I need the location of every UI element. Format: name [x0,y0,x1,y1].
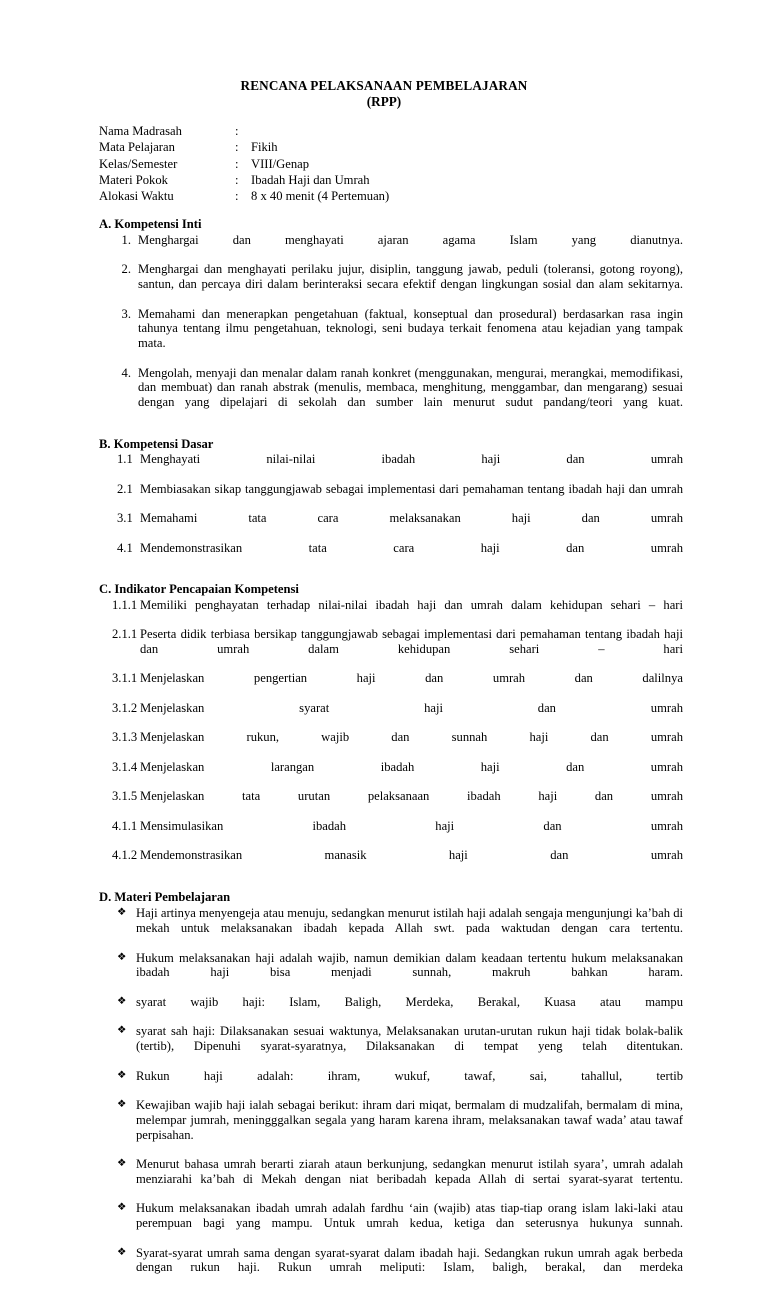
list-marker: 1.1.1 [112,597,138,612]
list-text: Memahami dan menerapkan pengetahuan (faktual, konseptual dan prosedural) berdasarkan rasa ingin tahunya tentang ilmu pengetahuan, teknologi, seni budaya terkait fenomena atau kejadian yang tampak mata. [138,306,683,351]
list-item [99,366,683,425]
list-item [99,760,683,790]
list-marker: 3.1.5 [112,789,138,804]
list-text: Kewajiban wajib haji ialah sebagai berikut: ihram dari miqat, bermalam di mudzalifah, bermalam di mina, melempar jumrah, meningggalkan segala yang haram karena ihram, melaksanakan tawaf wada’ atau tawaf perpisahan. [136,1098,683,1142]
section-heading: A. Kompetensi Inti [99,217,202,232]
list-text: Menghargai dan menghayati perilaku jujur, disiplin, tanggung jawab, peduli (toleransi, gotong royong), santun, dan percaya diri dalam berinteraksi secara efektif dengan lingkungan sosial dan alam sekitarnya. [138,262,683,292]
list-marker: 3.1.3 [112,730,138,745]
list-text: Mendemonstrasikan manasik haji dan umrah [140,848,683,863]
list-item [99,1098,683,1157]
section-heading: B. Kompetensi Dasar [99,436,214,451]
list-marker: 3. [121,306,131,321]
meta-label: Mata Pelajaran [99,140,175,155]
meta-separator: : [235,140,239,155]
list-marker: 1. [121,232,131,247]
list-item [99,848,683,878]
list-item [99,541,683,571]
section-kompetensi-inti [99,216,683,424]
list-item [99,701,683,731]
list-marker: 4.1.2 [112,848,138,863]
list-item [99,1024,683,1068]
table-row [99,123,389,139]
list-marker: 1.1 [117,452,133,467]
section-body [99,452,683,570]
list-item [99,262,683,306]
meta-separator: : [235,172,239,187]
list-text: Syarat-syarat umrah sama dengan syarat-syarat dalam ibadah haji. Sedangkan rukun umrah agak berbeda dengan rukun haji. Rukun umrah meliputi: Islam, baligh, berakal, dan merdeka [136,1245,683,1275]
list-item [99,1069,683,1099]
lesson-metadata-table [99,123,389,204]
list-text: Menjelaskan larangan ibadah haji dan umrah [140,759,683,774]
list-item [99,1246,683,1290]
meta-label: Kelas/Semester [99,156,178,171]
list-text: Mensimulasikan ibadah haji dan umrah [140,818,683,833]
diamond-bullet-icon: ❖ [117,995,127,1007]
list-text: Menjelaskan tata urutan pelaksanaan ibadah haji dan umrah [140,789,683,804]
list-item [99,233,683,263]
meta-value: Fikih [251,140,278,155]
list-text: Peserta didik terbiasa bersikap tanggungjawab sebagai implementasi dari pemahaman tentang ibadah haji dan umrah dalam kehidupan sehari – hari [140,627,683,656]
meta-label: Nama Madrasah [99,124,182,138]
list-text: Membiasakan sikap tanggungjawab sebagai implementasi dari pemahaman tentang ibadah haji dan umrah [140,481,683,496]
list-marker: 3.1.4 [112,759,138,774]
list-item [99,906,683,950]
list-item [99,627,683,671]
diamond-bullet-icon: ❖ [117,1158,127,1170]
table-row [99,139,389,155]
list-marker: 3.1.1 [112,671,138,686]
list-marker: 3.1 [117,511,133,526]
list-item [99,307,683,366]
diamond-bullet-icon: ❖ [117,1246,127,1258]
list-text: Hukum melaksanakan haji adalah wajib, namun demikian dalam keadaan tertentu hukum melaksanakan ibadah haji bisa menjadi sunnah, makruh bahkan haram. [136,950,683,980]
list-item [99,1201,683,1245]
list-text: Menjelaskan syarat haji dan umrah [140,700,683,715]
diamond-bullet-icon: ❖ [117,1025,127,1037]
document-subtitle: (RPP) [366,93,402,109]
table-row [99,172,389,188]
list-text: Memiliki penghayatan terhadap nilai-nilai ibadah haji dan umrah dalam kehidupan sehari – hari [140,597,683,612]
lesson-metadata-body [99,123,389,204]
list-text: syarat sah haji: Dilaksanakan sesuai waktunya, Melaksanakan urutan-urutan rukun haji tidak bolak-balik (tertib), Dipenuhi syarat-syaratnya, Dilaksanakan di tempat yeng telah ditentukan. [136,1024,683,1054]
meta-separator: : [235,156,239,171]
list-text: Hukum melaksanakan ibadah umrah adalah fardhu ‘ain (wajib) atas tiap-tiap orang islam laki-laki atau perempuan bagi yang mampu. Untuk umrah kedua, ketiga dan seterusnya hukunya sunnah. [136,1201,683,1231]
meta-label: Materi Pokok [99,172,168,187]
list-text: Memahami tata cara melaksanakan haji dan umrah [140,511,683,526]
list-text: Menghayati nilai-nilai ibadah haji dan umrah [140,452,683,467]
meta-value: 8 x 40 menit (4 Pertemuan) [251,189,390,204]
section-heading: C. Indikator Pencapaian Kompetensi [99,582,299,597]
list-item [99,511,683,541]
list-text: syarat wajib haji: Islam, Baligh, Merdeka, Berakal, Kuasa atau mampu [136,994,683,1009]
list-marker: 4. [121,365,131,380]
section-body [99,906,683,1290]
list-marker: 2.1 [117,481,133,496]
section-heading: D. Materi Pembelajaran [99,889,231,904]
section-body [99,233,683,425]
list-item [99,1157,683,1201]
section-kompetensi-dasar [99,436,683,571]
section-indikator-pencapaian [99,581,683,878]
list-marker: 2. [121,262,131,277]
list-marker: 4.1.1 [112,818,138,833]
diamond-bullet-icon: ❖ [117,1069,127,1081]
list-text: Menjelaskan pengertian haji dan umrah dan dalilnya [140,671,683,686]
diamond-bullet-icon: ❖ [117,951,127,963]
meta-value: Ibadah Haji dan Umrah [251,172,370,187]
document-title: RENCANA PELAKSANAAN PEMBELAJARAN [240,78,528,93]
list-item [99,598,683,628]
diamond-bullet-icon: ❖ [117,907,127,919]
list-text: Mengolah, menyaji dan menalar dalam ranah konkret (menggunakan, mengurai, merangkai, memodifikasi, dan membuat) dan ranah abstrak (menulis, membaca, menghitung, menggambar, dan mengarang) sesuai dengan yang dipelajari di sekolah dan sumber lain menurut sudut pandang/teori yang kuat. [138,365,683,410]
list-item [99,452,683,482]
meta-label: Alokasi Waktu [99,189,174,204]
meta-value: VIII/Genap [251,156,310,171]
meta-separator: : [235,189,239,204]
table-row [99,188,389,204]
list-marker: 3.1.2 [112,700,138,715]
list-text: Haji artinya menyengeja atau menuju, sedangkan menurut istilah haji adalah sengaja mengunjungi ka’bah di mekah untuk melaksanakan ibadah kepada Allah swt. pada waktudan dengan cara tertentu. [136,906,683,936]
list-text: Menurut bahasa umrah berarti ziarah ataun berkunjung, sedangkan menurut istilah syara’, umrah adalah menziarahi ka’bah di Mekah dengan niat beribadah kepada Allah di sertai syarat-syarat tertentu. [136,1157,683,1186]
list-item [99,951,683,995]
table-row [99,156,389,172]
section-body [99,598,683,878]
list-item [99,671,683,701]
list-text: Rukun haji adalah: ihram, wukuf, tawaf, sai, tahallul, tertib [136,1068,683,1083]
list-item [99,819,683,849]
meta-separator: : [235,124,239,138]
list-item [99,995,683,1025]
list-text: Menghargai dan menghayati ajaran agama Islam yang dianutnya. [138,232,683,247]
meta-value [251,123,389,139]
list-text: Menjelaskan rukun, wajib dan sunnah haji dan umrah [140,730,683,745]
list-marker: 4.1 [117,540,133,555]
list-marker: 2.1.1 [112,627,138,642]
list-text: Mendemonstrasikan tata cara haji dan umrah [140,540,683,555]
section-materi-pembelajaran [99,889,683,1290]
list-item [99,789,683,819]
diamond-bullet-icon: ❖ [117,1099,127,1111]
list-item [99,730,683,760]
diamond-bullet-icon: ❖ [117,1202,127,1214]
list-item [99,482,683,512]
